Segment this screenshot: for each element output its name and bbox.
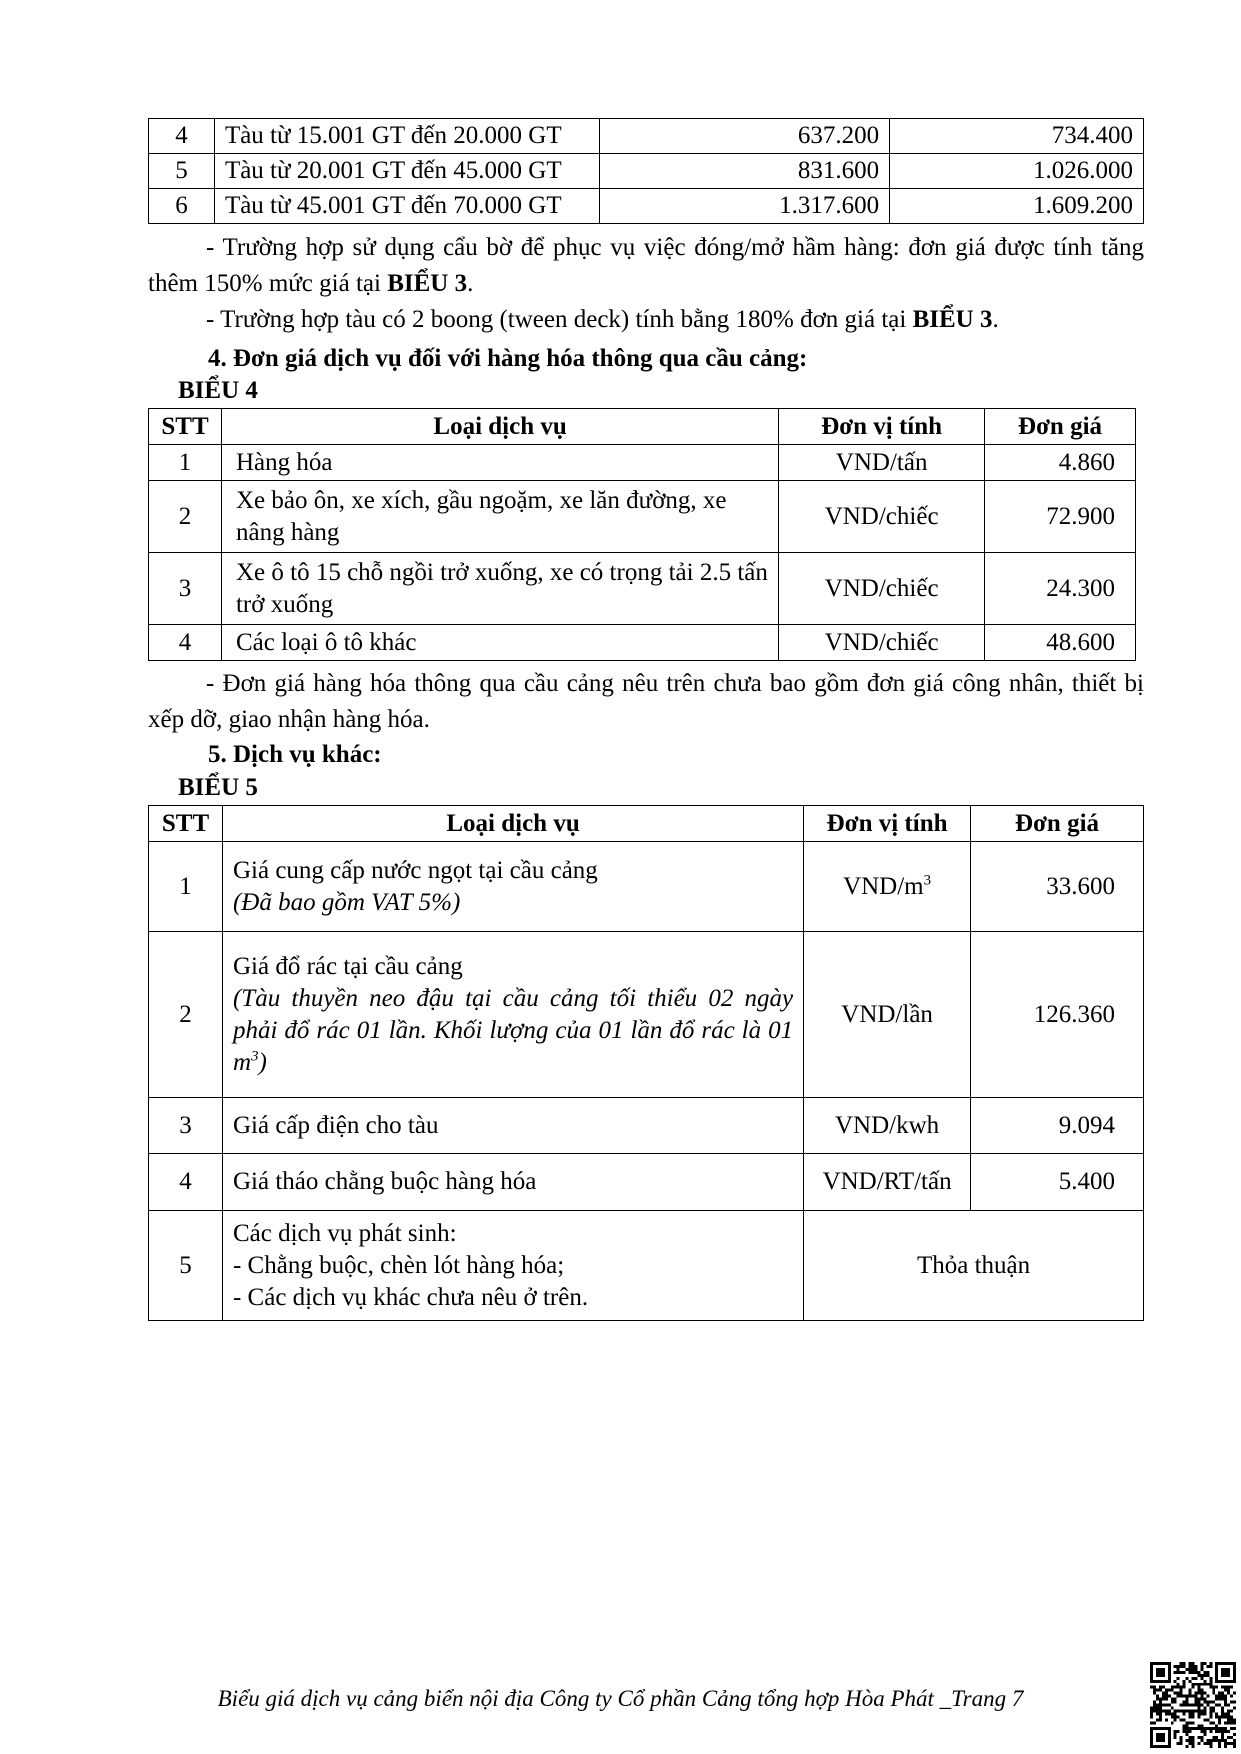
section-5-heading: 5. Dịch vụ khác: — [208, 741, 382, 768]
table-row — [149, 932, 1144, 1098]
header-unit: Đơn vị tính — [804, 806, 971, 842]
note-superscript: 3 — [251, 1048, 259, 1065]
stt-cell: 1 — [149, 842, 223, 932]
note-punct: . — [467, 270, 474, 297]
price-cell: 5.400 — [971, 1154, 1144, 1211]
service-note — [233, 983, 793, 1079]
table-bieu-5 — [148, 805, 1144, 1321]
note-end: ) — [258, 1048, 267, 1076]
table-row — [149, 553, 1136, 625]
bieu-5-title: BIỂU 5 — [178, 774, 258, 801]
unit-cell: VND/kwh — [804, 1098, 971, 1154]
stt-cell: 3 — [149, 553, 222, 625]
unit-cell: VND/chiếc — [779, 481, 985, 553]
price-cell: 1.609.200 — [890, 189, 1144, 224]
unit-text: VND/m — [843, 872, 924, 900]
unit-superscript: 3 — [923, 872, 932, 889]
page-footer: Biểu giá dịch vụ cảng biển nội địa Công ty Cổ phần Cảng tổng hợp Hòa Phát _Trang 7 — [217, 1686, 1024, 1711]
table-bieu-4 — [148, 408, 1136, 661]
service-cell — [222, 842, 803, 932]
header-service: Loại dịch vụ — [222, 806, 803, 842]
stt-cell: 3 — [149, 1098, 223, 1154]
stt-cell: 4 — [149, 119, 215, 154]
service-note: (Đã bao gồm VAT 5%) — [232, 888, 461, 916]
price-cell: 1.317.600 — [600, 189, 890, 224]
qr-code-icon — [1150, 1662, 1236, 1748]
price-cell: 126.360 — [971, 932, 1144, 1098]
price-cell: 24.300 — [985, 553, 1136, 625]
price-cell: 9.094 — [971, 1098, 1144, 1154]
table-bieu-3-tail — [148, 118, 1144, 224]
header-unit: Đơn vị tính — [779, 409, 985, 445]
unit-cell: VND/lần — [804, 932, 971, 1098]
service-cell: Xe bảo ôn, xe xích, gầu ngoặm, xe lăn đường, xe nâng hàng — [221, 481, 778, 553]
price-cell: 4.860 — [985, 445, 1136, 481]
note-tween-deck — [148, 302, 1144, 338]
table-row — [149, 154, 1144, 189]
service-line: - Các dịch vụ khác chưa nêu ở trên. — [232, 1283, 589, 1311]
service-line: Các dịch vụ phát sinh: — [232, 1219, 457, 1247]
note-ref: BIỂU 3 — [912, 306, 993, 333]
price-cell: 48.600 — [985, 625, 1136, 661]
price-cell: 1.026.000 — [890, 154, 1144, 189]
header-stt: STT — [149, 806, 223, 842]
table-row — [149, 1098, 1144, 1154]
table-header-row — [149, 806, 1144, 842]
note-text: (Tàu thuyền neo đậu tại cầu cảng tối thiểu 02 ngày phải đổ rác 01 lần. Khối lượng của 01 lần đổ rác là 01 m — [232, 984, 794, 1076]
service-cell: Giá cấp điện cho tàu — [222, 1098, 803, 1154]
service-cell — [222, 932, 803, 1098]
table-row — [149, 842, 1144, 932]
table-row — [149, 445, 1136, 481]
note-crane-usage — [148, 230, 1144, 302]
service-name: Giá cung cấp nước ngọt tại cầu cảng — [232, 856, 598, 884]
price-cell: 831.600 — [600, 154, 890, 189]
service-cell: Các loại ô tô khác — [221, 625, 778, 661]
header-stt: STT — [149, 409, 222, 445]
service-cell — [222, 1211, 803, 1321]
service-cell: Giá tháo chằng buộc hàng hóa — [222, 1154, 803, 1211]
service-name: Giá đổ rác tại cầu cảng — [232, 952, 463, 980]
service-cell: Hàng hóa — [221, 445, 778, 481]
table-row — [149, 625, 1136, 661]
stt-cell: 2 — [149, 481, 222, 553]
service-line: - Chằng buộc, chèn lót hàng hóa; — [232, 1251, 565, 1279]
table-header-row — [149, 409, 1136, 445]
header-service: Loại dịch vụ — [221, 409, 778, 445]
table-row — [149, 119, 1144, 154]
stt-cell: 1 — [149, 445, 222, 481]
unit-cell — [804, 842, 971, 932]
note-text: - Trường hợp tàu có 2 boong (tween deck) tính bằng 180% đơn giá tại — [206, 306, 913, 333]
price-cell: 33.600 — [971, 842, 1144, 932]
bieu-4-title: BIỂU 4 — [178, 377, 258, 404]
note-section-4: - Đơn giá hàng hóa thông qua cầu cảng nêu trên chưa bao gồm đơn giá công nhân, thiết bị xếp dỡ, giao nhận hàng hóa. — [148, 670, 1144, 733]
table-row — [149, 1211, 1144, 1321]
stt-cell: 4 — [149, 625, 222, 661]
stt-cell: 5 — [149, 1211, 223, 1321]
vessel-size-cell: Tàu từ 15.001 GT đến 20.000 GT — [214, 119, 600, 154]
vessel-size-cell: Tàu từ 20.001 GT đến 45.000 GT — [214, 154, 600, 189]
price-cell: 734.400 — [890, 119, 1144, 154]
price-cell: 72.900 — [985, 481, 1136, 553]
note-punct: . — [992, 306, 999, 333]
negotiated-price-cell: Thỏa thuận — [804, 1211, 1144, 1321]
unit-cell: VND/chiếc — [779, 625, 985, 661]
section-4-heading: 4. Đơn giá dịch vụ đối với hàng hóa thông qua cầu cảng: — [208, 345, 808, 372]
header-price: Đơn giá — [971, 806, 1144, 842]
stt-cell: 6 — [149, 189, 215, 224]
stt-cell: 2 — [149, 932, 223, 1098]
price-cell: 637.200 — [600, 119, 890, 154]
table-row — [149, 481, 1136, 553]
vessel-size-cell: Tàu từ 45.001 GT đến 70.000 GT — [214, 189, 600, 224]
unit-cell: VND/RT/tấn — [804, 1154, 971, 1211]
stt-cell: 5 — [149, 154, 215, 189]
stt-cell: 4 — [149, 1154, 223, 1211]
table-row — [149, 189, 1144, 224]
header-price: Đơn giá — [985, 409, 1136, 445]
service-cell: Xe ô tô 15 chỗ ngồi trở xuống, xe có trọng tải 2.5 tấn trở xuống — [221, 553, 778, 625]
unit-cell: VND/chiếc — [779, 553, 985, 625]
table-row — [149, 1154, 1144, 1211]
unit-cell: VND/tấn — [779, 445, 985, 481]
note-ref: BIỂU 3 — [387, 270, 468, 297]
note-text: - Trường hợp sử dụng cẩu bờ để phục vụ việc đóng/mở hầm hàng: đơn giá được tính tăng thêm 150% mức giá tại — [148, 234, 1144, 297]
